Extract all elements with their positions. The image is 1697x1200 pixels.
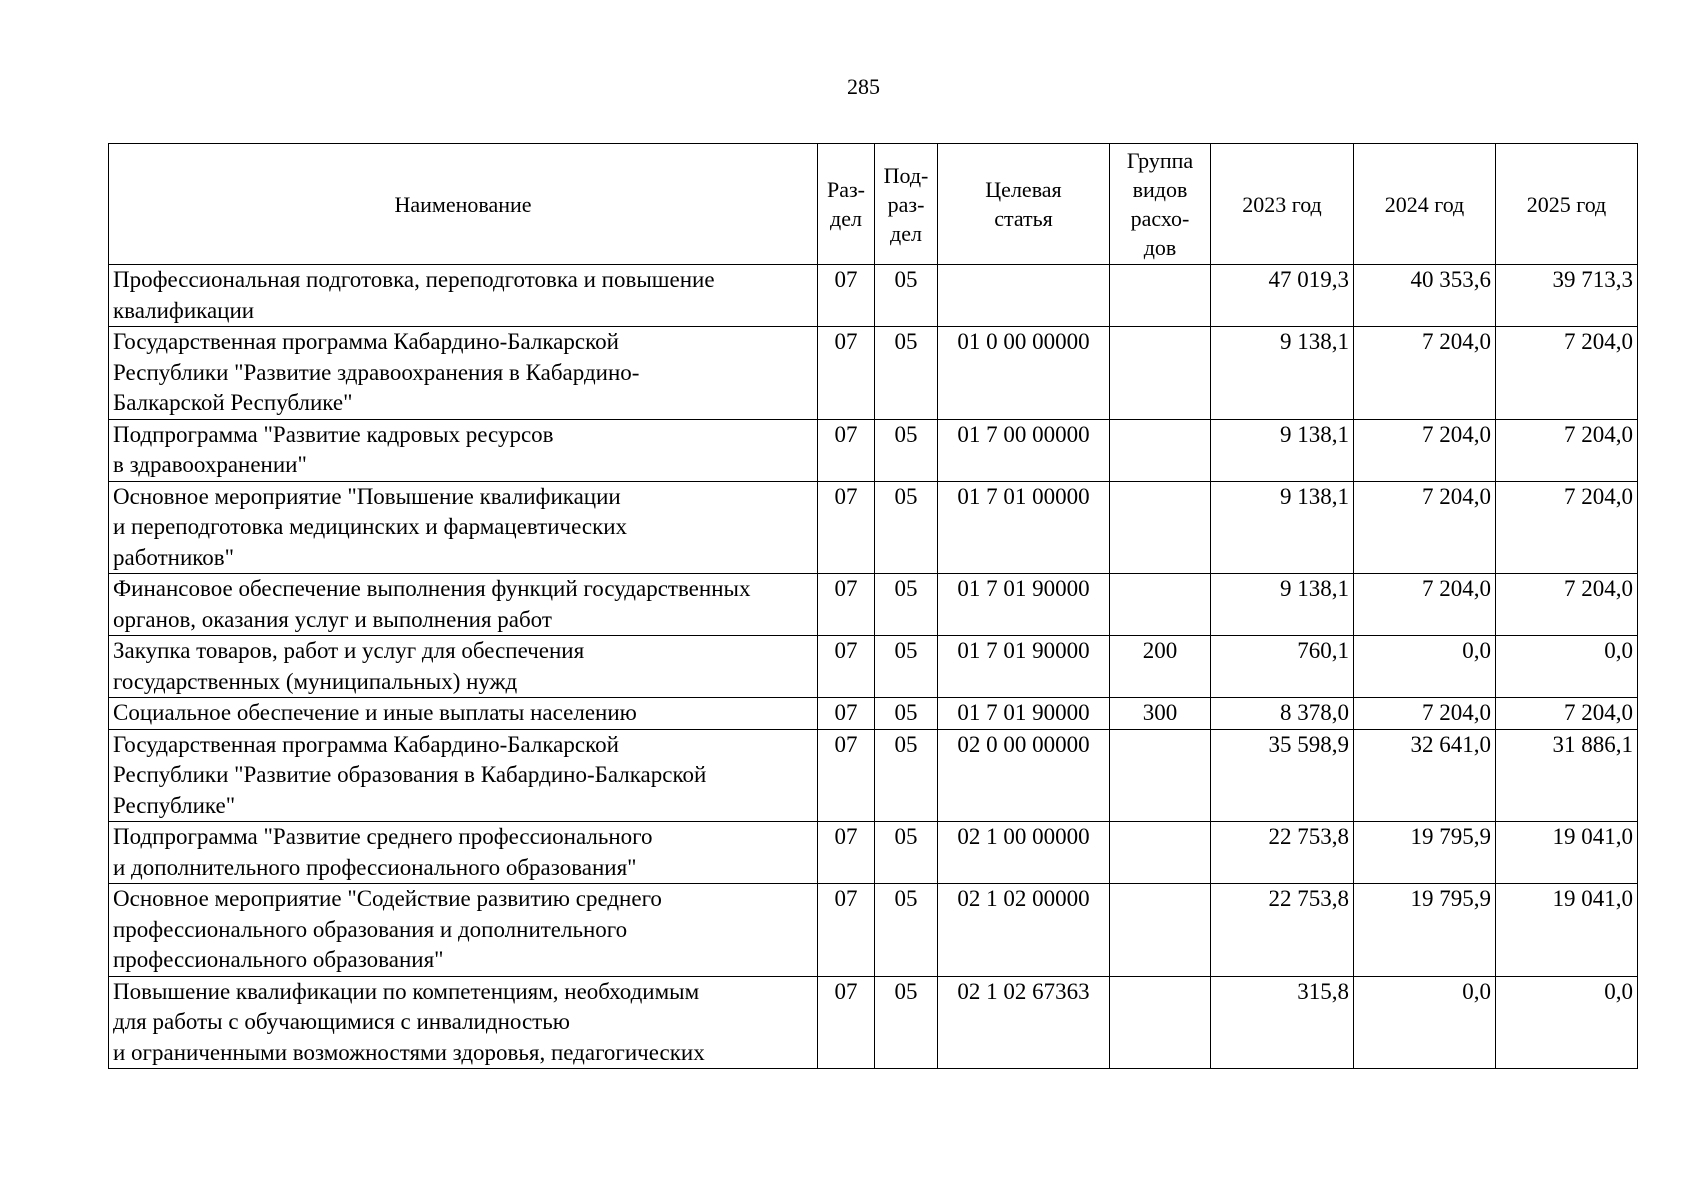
- cell-podrazdel: 05: [875, 419, 938, 481]
- cell-target-article: [938, 265, 1110, 327]
- cell-expense-group: [1110, 729, 1211, 822]
- cell-year-2023: 47 019,3: [1211, 265, 1354, 327]
- cell-year-2023: 8 378,0: [1211, 698, 1354, 730]
- header-year-2024: 2024 год: [1354, 144, 1496, 265]
- cell-name-line: и дополнительного профессионального образования": [113, 854, 637, 880]
- cell-name-line: квалификации: [113, 297, 255, 323]
- table-row: [109, 884, 1638, 977]
- cell-name: [109, 729, 818, 822]
- header-year-2025: 2025 год: [1496, 144, 1638, 265]
- cell-year-2023: 9 138,1: [1211, 327, 1354, 420]
- budget-table: [108, 143, 1638, 1069]
- cell-expense-group: [1110, 419, 1211, 481]
- cell-name-line: Государственная программа Кабардино-Балкарской: [113, 731, 619, 757]
- cell-razdel: 07: [818, 419, 875, 481]
- cell-name-line: и переподготовка медицинских и фармацевтических: [113, 514, 628, 539]
- cell-year-2024: 7 204,0: [1354, 574, 1496, 636]
- cell-year-2023: 760,1: [1211, 636, 1354, 698]
- cell-name-line: Основное мероприятие "Повышение квалификации: [113, 483, 621, 509]
- cell-year-2024: 19 795,9: [1354, 822, 1496, 884]
- cell-razdel: 07: [818, 729, 875, 822]
- cell-year-2025: 0,0: [1496, 636, 1638, 698]
- cell-expense-group: [1110, 574, 1211, 636]
- cell-target-article: 02 1 02 67363: [938, 976, 1110, 1069]
- cell-year-2024: 32 641,0: [1354, 729, 1496, 822]
- cell-year-2025: 39 713,3: [1496, 265, 1638, 327]
- table-row: [109, 636, 1638, 698]
- cell-year-2023: 22 753,8: [1211, 822, 1354, 884]
- cell-year-2023: 9 138,1: [1211, 419, 1354, 481]
- cell-target-article: 01 7 01 90000: [938, 636, 1110, 698]
- cell-name-line: Балкарской Республике": [113, 390, 353, 415]
- cell-podrazdel: 05: [875, 976, 938, 1069]
- cell-year-2025: 7 204,0: [1496, 481, 1638, 574]
- cell-name: [109, 976, 818, 1069]
- cell-target-article: 01 7 01 00000: [938, 481, 1110, 574]
- cell-target-article: 01 7 01 90000: [938, 574, 1110, 636]
- cell-expense-group: [1110, 265, 1211, 327]
- cell-target-article: 02 1 02 00000: [938, 884, 1110, 977]
- cell-name-line: профессионального образования": [113, 947, 444, 972]
- cell-expense-group: [1110, 884, 1211, 977]
- cell-year-2024: 7 204,0: [1354, 419, 1496, 481]
- cell-name: [109, 884, 818, 977]
- cell-name-line: органов, оказания услуг и выполнения работ: [113, 606, 552, 632]
- cell-name-line: и ограниченными возможностями здоровья, педагогических: [113, 1039, 705, 1065]
- table-row: [109, 729, 1638, 822]
- cell-razdel: 07: [818, 574, 875, 636]
- cell-name-line: Подпрограмма "Развитие кадровых ресурсов: [113, 421, 554, 447]
- header-podrazdel: Под- раз- дел: [875, 144, 938, 265]
- cell-year-2025: 19 041,0: [1496, 884, 1638, 977]
- cell-target-article: 02 0 00 00000: [938, 729, 1110, 822]
- table-row: [109, 698, 1638, 730]
- header-name: Наименование: [109, 144, 818, 265]
- cell-name: [109, 265, 818, 327]
- header-razdel: Раз- дел: [818, 144, 875, 265]
- cell-expense-group: [1110, 976, 1211, 1069]
- cell-target-article: 01 7 00 00000: [938, 419, 1110, 481]
- cell-name: [109, 636, 818, 698]
- cell-name: [109, 481, 818, 574]
- cell-year-2024: 7 204,0: [1354, 327, 1496, 420]
- cell-expense-group: 200: [1110, 636, 1211, 698]
- cell-year-2025: 31 886,1: [1496, 729, 1638, 822]
- table-body: [109, 265, 1638, 1069]
- table-row: [109, 265, 1638, 327]
- cell-year-2023: 22 753,8: [1211, 884, 1354, 977]
- cell-expense-group: [1110, 481, 1211, 574]
- cell-razdel: 07: [818, 884, 875, 977]
- cell-expense-group: 300: [1110, 698, 1211, 730]
- cell-target-article: 01 0 00 00000: [938, 327, 1110, 420]
- table-row: [109, 419, 1638, 481]
- cell-name-line: Повышение квалификации по компетенциям, необходимым: [113, 978, 700, 1004]
- cell-target-article: 02 1 00 00000: [938, 822, 1110, 884]
- cell-razdel: 07: [818, 636, 875, 698]
- cell-name-line: Основное мероприятие "Содействие развитию среднего: [113, 886, 662, 911]
- cell-name-line: Республики "Развитие образования в Кабардино-Балкарской: [113, 762, 707, 787]
- header-target-article: Целевая статья: [938, 144, 1110, 265]
- header-expense-group: Группа видов расхо- дов: [1110, 144, 1211, 265]
- cell-year-2024: 7 204,0: [1354, 481, 1496, 574]
- cell-name-line: в здравоохранении": [113, 452, 307, 477]
- table-row: [109, 327, 1638, 420]
- cell-year-2025: 0,0: [1496, 976, 1638, 1069]
- cell-name: [109, 419, 818, 481]
- cell-name-line: государственных (муниципальных) нужд: [113, 668, 518, 694]
- cell-year-2024: 7 204,0: [1354, 698, 1496, 730]
- cell-podrazdel: 05: [875, 884, 938, 977]
- page-number: 285: [847, 74, 880, 99]
- cell-name-line: Республике": [113, 792, 236, 818]
- cell-name: [109, 822, 818, 884]
- cell-razdel: 07: [818, 976, 875, 1069]
- cell-podrazdel: 05: [875, 481, 938, 574]
- table-row: [109, 481, 1638, 574]
- cell-name: [109, 327, 818, 420]
- cell-year-2023: 9 138,1: [1211, 574, 1354, 636]
- cell-name: [109, 574, 818, 636]
- table-header-row: [109, 144, 1638, 265]
- cell-podrazdel: 05: [875, 265, 938, 327]
- cell-year-2025: 19 041,0: [1496, 822, 1638, 884]
- cell-podrazdel: 05: [875, 636, 938, 698]
- cell-name-line: Профессиональная подготовка, переподготовка и повышение: [113, 267, 715, 292]
- cell-razdel: 07: [818, 265, 875, 327]
- cell-expense-group: [1110, 822, 1211, 884]
- cell-name: [109, 698, 818, 730]
- cell-podrazdel: 05: [875, 327, 938, 420]
- cell-year-2025: 7 204,0: [1496, 574, 1638, 636]
- cell-expense-group: [1110, 327, 1211, 420]
- cell-year-2024: 0,0: [1354, 976, 1496, 1069]
- cell-podrazdel: 05: [875, 574, 938, 636]
- cell-year-2024: 19 795,9: [1354, 884, 1496, 977]
- cell-razdel: 07: [818, 822, 875, 884]
- cell-year-2024: 0,0: [1354, 636, 1496, 698]
- cell-year-2023: 35 598,9: [1211, 729, 1354, 822]
- cell-podrazdel: 05: [875, 729, 938, 822]
- cell-name-line: Финансовое обеспечение выполнения функций государственных: [113, 576, 751, 601]
- table-row: [109, 976, 1638, 1069]
- cell-name-line: Государственная программа Кабардино-Балкарской: [113, 329, 619, 354]
- cell-name-line: Республики "Развитие здравоохранения в Кабардино-: [113, 359, 640, 385]
- cell-year-2023: 9 138,1: [1211, 481, 1354, 574]
- cell-razdel: 07: [818, 481, 875, 574]
- cell-razdel: 07: [818, 327, 875, 420]
- cell-name-line: работников": [113, 544, 235, 570]
- cell-year-2025: 7 204,0: [1496, 327, 1638, 420]
- table-row: [109, 574, 1638, 636]
- cell-name-line: для работы с обучающимися с инвалидностью: [113, 1009, 570, 1034]
- cell-year-2024: 40 353,6: [1354, 265, 1496, 327]
- cell-year-2025: 7 204,0: [1496, 419, 1638, 481]
- cell-name-line: профессионального образования и дополнительного: [113, 916, 628, 942]
- table-row: [109, 822, 1638, 884]
- cell-name-line: Социальное обеспечение и иные выплаты населению: [113, 700, 637, 725]
- cell-name-line: Закупка товаров, работ и услуг для обеспечения: [113, 638, 585, 663]
- cell-podrazdel: 05: [875, 698, 938, 730]
- cell-podrazdel: 05: [875, 822, 938, 884]
- cell-year-2023: 315,8: [1211, 976, 1354, 1069]
- cell-razdel: 07: [818, 698, 875, 730]
- cell-year-2025: 7 204,0: [1496, 698, 1638, 730]
- cell-target-article: 01 7 01 90000: [938, 698, 1110, 730]
- cell-name-line: Подпрограмма "Развитие среднего профессионального: [113, 824, 653, 849]
- header-year-2023: 2023 год: [1211, 144, 1354, 265]
